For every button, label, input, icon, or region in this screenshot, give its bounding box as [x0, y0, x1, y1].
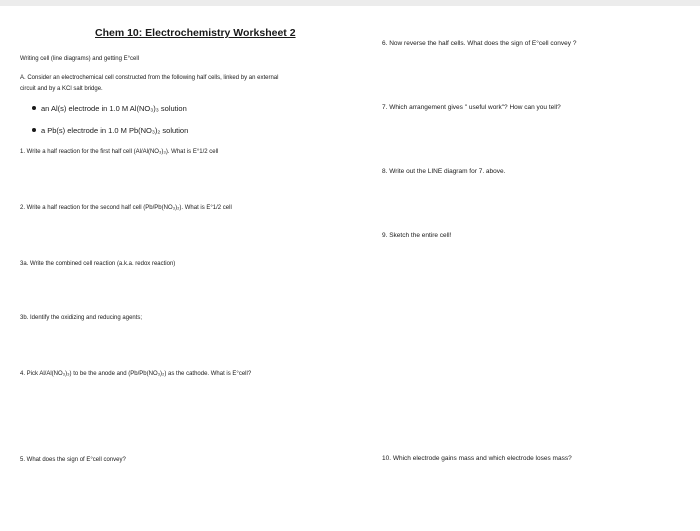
intro-line-2: circuit and by a KCl salt bridge. [20, 86, 103, 92]
question-5: 5. What does the sign of E°cell convey? [20, 457, 126, 463]
worksheet-title: Chem 10: Electrochemistry Worksheet 2 [95, 27, 296, 39]
question-3a: 3a. Write the combined cell reaction (a.k.a. redox reaction) [20, 261, 176, 267]
bullet-text: a Pb(s) electrode in 1.0 M Pb(NO₃)₂ solution [41, 126, 189, 135]
top-edge [0, 0, 700, 6]
question-4: 4. Pick Al/Al(NO₃)₃) to be the anode and (Pb/Pb(NO₃)₂) as the cathode. What is E°cell? [20, 371, 252, 377]
bullet-item [32, 104, 187, 113]
bullet-item [32, 126, 188, 135]
question-9: 9. Sketch the entire cell! [382, 232, 452, 239]
worksheet-subtitle: Writing cell (line diagrams) and getting E°cell [20, 56, 140, 62]
question-6: 6. Now reverse the half cells. What does the sign of E°cell convey ? [382, 40, 577, 47]
question-7: 7. Which arrangement gives " useful work"? How can you tell? [382, 104, 561, 111]
question-10: 10. Which electrode gains mass and which electrode loses mass? [382, 455, 572, 462]
question-3b: 3b. Identify the oxidizing and reducing agents; [20, 315, 143, 321]
bullet-text: an Al(s) electrode in 1.0 M Al(NO₃)₃ solution [41, 104, 187, 113]
bullet-dot [32, 106, 36, 110]
question-8: 8. Write out the LINE diagram for 7. above. [382, 168, 506, 175]
question-2: 2. Write a half reaction for the second half cell (Pb/Pb(NO₃)₂). What is E°1/2 cell [20, 205, 232, 211]
question-1: 1. Write a half reaction for the first half cell (Al/Al(NO₃)₃). What is E°1/2 cell [20, 149, 219, 155]
bullet-dot [32, 128, 36, 132]
intro-line-1: A. Consider an electrochemical cell constructed from the following half cells, linked by an external [20, 75, 279, 81]
